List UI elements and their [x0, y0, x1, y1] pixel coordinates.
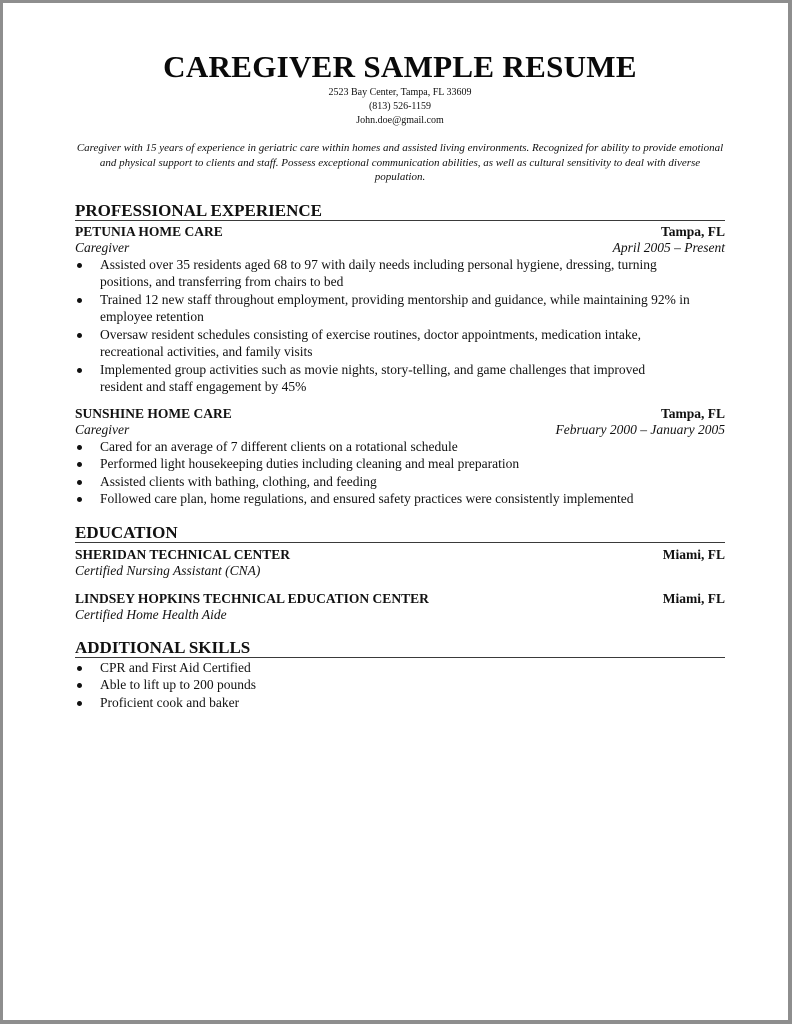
bullet-item: Cared for an average of 7 different clients on a rotational schedule: [75, 438, 690, 456]
bullet-icon: [77, 480, 82, 485]
school-location: Miami, FL: [662, 590, 725, 606]
job-dates: February 2000 – January 2005: [555, 421, 725, 437]
skill-item: Able to lift up to 200 pounds: [75, 676, 690, 694]
job-bullets: [75, 256, 725, 396]
job-entry: [75, 224, 725, 396]
bullet-item: Performed light housekeeping duties including cleaning and meal preparation: [75, 455, 690, 473]
education-entry: [75, 591, 725, 622]
job-location: Tampa, FL: [660, 223, 725, 239]
credential: Certified Home Health Aide: [75, 606, 227, 622]
bullet-item: Assisted clients with bathing, clothing, and feeding: [75, 473, 690, 491]
resume-page: [75, 48, 725, 711]
bullet-item: Implemented group activities such as movie nights, story-telling, and game challenges that improved resident and staff engagement by 45%: [75, 361, 690, 396]
contact-phone: (813) 526-1159: [368, 101, 432, 112]
bullet-icon: [77, 263, 82, 268]
bullet-item: Oversaw resident schedules consisting of exercise routines, doctor appointments, medication intake, recreational activities, and family visits: [75, 326, 690, 361]
job-role: Caregiver: [75, 239, 130, 255]
experience-section: [75, 202, 725, 508]
contact-address: 2523 Bay Center, Tampa, FL 33609: [328, 87, 472, 98]
employer-name: SUNSHINE HOME CARE: [75, 405, 232, 421]
job-role: Caregiver: [75, 421, 130, 437]
skills-list: [75, 659, 725, 712]
job-location: Tampa, FL: [660, 405, 725, 421]
school-name: LINDSEY HOPKINS TECHNICAL EDUCATION CENTER: [75, 590, 429, 606]
professional-summary: Caregiver with 15 years of experience in geriatric care within homes and assisted living environments. Recognized for ability to provide emotional and physical support to clients and staff. Possess exceptional communication abilities, as well as cultural sensitivity to deal with diverse population.: [76, 142, 724, 183]
bullet-icon: [77, 368, 82, 373]
bullet-icon: [77, 333, 82, 338]
job-dates: April 2005 – Present: [612, 239, 725, 255]
resume-header: [75, 48, 725, 185]
bullet-icon: [77, 497, 82, 502]
bullet-icon: [77, 683, 82, 688]
school-name: SHERIDAN TECHNICAL CENTER: [75, 546, 291, 562]
section-heading-skills: ADDITIONAL SKILLS: [75, 639, 725, 658]
bullet-icon: [77, 666, 82, 671]
credential: Certified Nursing Assistant (CNA): [75, 562, 261, 578]
skill-item: CPR and First Aid Certified: [75, 659, 690, 677]
bullet-icon: [77, 462, 82, 467]
bullet-item: Trained 12 new staff throughout employment, providing mentorship and guidance, while maintaining 92% in employee retention: [75, 291, 690, 326]
contact-email: John.doe@gmail.com: [356, 115, 444, 126]
bullet-item: Followed care plan, home regulations, and ensured safety practices were consistently implemented: [75, 490, 740, 508]
bullet-icon: [77, 298, 82, 303]
education-section: [75, 524, 725, 622]
job-entry: [75, 406, 725, 508]
resume-title: CAREGIVER SAMPLE RESUME: [163, 49, 637, 84]
section-heading-experience: PROFESSIONAL EXPERIENCE: [75, 202, 725, 221]
education-entry: [75, 547, 725, 578]
bullet-icon: [77, 701, 82, 706]
section-heading-education: EDUCATION: [75, 524, 725, 543]
skills-section: [75, 639, 725, 712]
bullet-item: Assisted over 35 residents aged 68 to 97 with daily needs including personal hygiene, dressing, turning positions, and transferring from chairs to bed: [75, 256, 690, 291]
bullet-icon: [77, 445, 82, 450]
skill-item: Proficient cook and baker: [75, 694, 690, 712]
job-bullets: [75, 438, 725, 508]
employer-name: PETUNIA HOME CARE: [75, 223, 223, 239]
school-location: Miami, FL: [662, 546, 725, 562]
